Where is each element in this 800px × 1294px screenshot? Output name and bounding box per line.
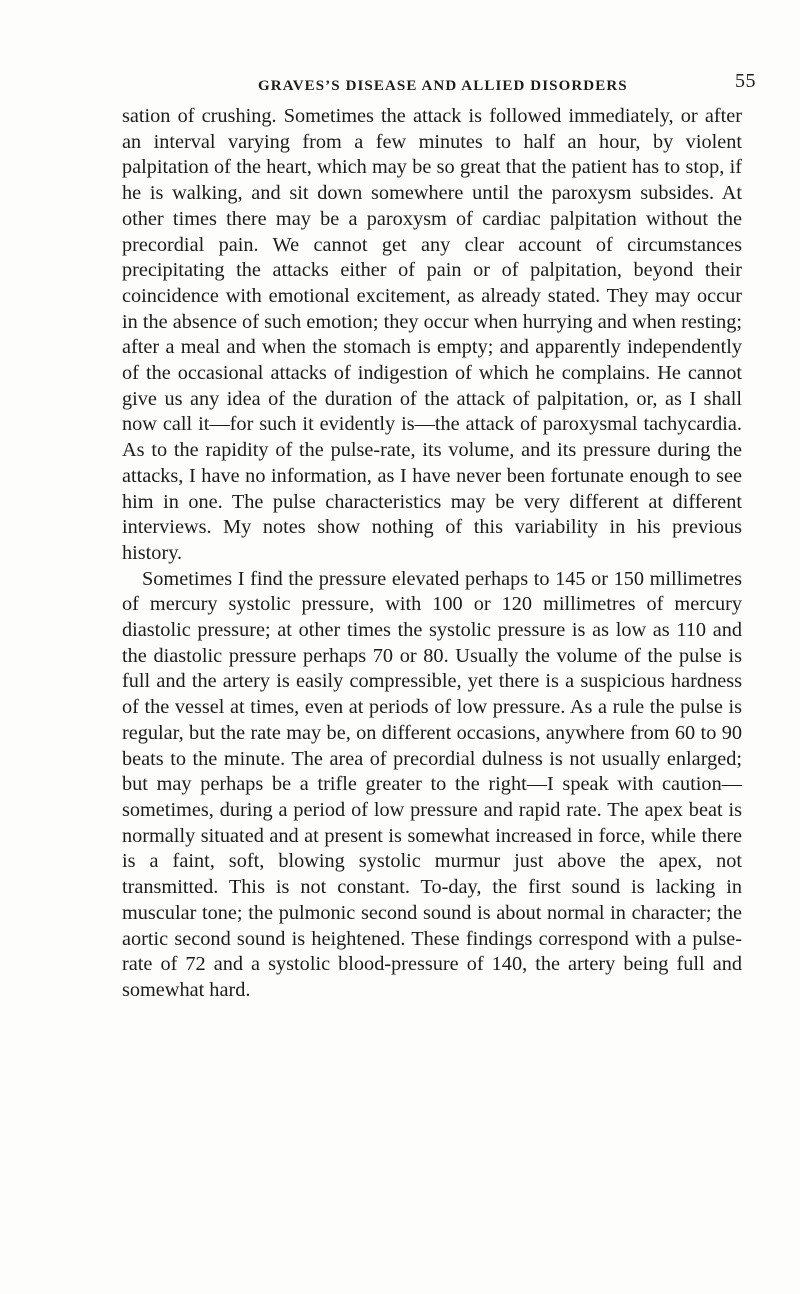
page-number: 55 (735, 70, 756, 92)
running-head (0, 70, 800, 102)
running-title: GRAVES’S DISEASE AND ALLIED DISORDERS (258, 78, 628, 94)
paragraph-continued: sation of crushing. Sometimes the attack is followed immediately, or after an interval varying from a few minutes to half an hour, by violent palpitation of the heart, which may be so great that the patient has to stop, if he is walking, and sit down somewhere until the paroxysm subsides. At other times there may be a paroxysm of cardiac palpitation without the precordial pain. We cannot get any clear account of circumstances precipitating the attacks either of pain or of palpitation, beyond their coincidence with emotional excitement, as already stated. They may occur in the absence of such emotion; they occur when hurrying and when resting; after a meal and when the stomach is empty; and apparently independently of the occasional attacks of indigestion of which he complains. He cannot give us any idea of the duration of the attack of palpitation, or, as I shall now call it—for such it evidently is—the attack of paroxysmal tachycardia. As to the rapidity of the pulse-rate, its volume, and its pressure during the attacks, I have no information, as I have never been fortunate enough to see him in one. The pulse characteristics may be very different at different interviews. My notes show nothing of this variability in his previous history. (122, 105, 742, 564)
body-text (122, 104, 742, 1004)
paragraph: Sometimes I find the pressure elevated perhaps to 145 or 150 millimetres of mercury systolic pressure, with 100 or 120 millimetres of mercury diastolic pressure; at other times the systolic pressure is as low as 110 and the diastolic pressure perhaps 70 or 80. Usually the volume of the pulse is full and the artery is easily compressible, yet there is a suspicious hardness of the vessel at times, even at periods of low pressure. As a rule the pulse is regular, but the rate may be, on different occasions, anywhere from 60 to 90 beats to the minute. The area of precordial dulness is not usually enlarged; but may perhaps be a trifle greater to the right—I speak with caution—sometimes, during a period of low pressure and rapid rate. The apex beat is normally situated and at present is somewhat increased in force, while there is a faint, soft, blowing systolic murmur just above the apex, not transmitted. This is not constant. To-day, the first sound is lacking in muscular tone; the pulmonic second sound is about normal in character; the aortic second sound is heightened. These findings correspond with a pulse-rate of 72 and a systolic blood-pressure of 140, the artery being full and somewhat hard. (122, 567, 742, 1001)
